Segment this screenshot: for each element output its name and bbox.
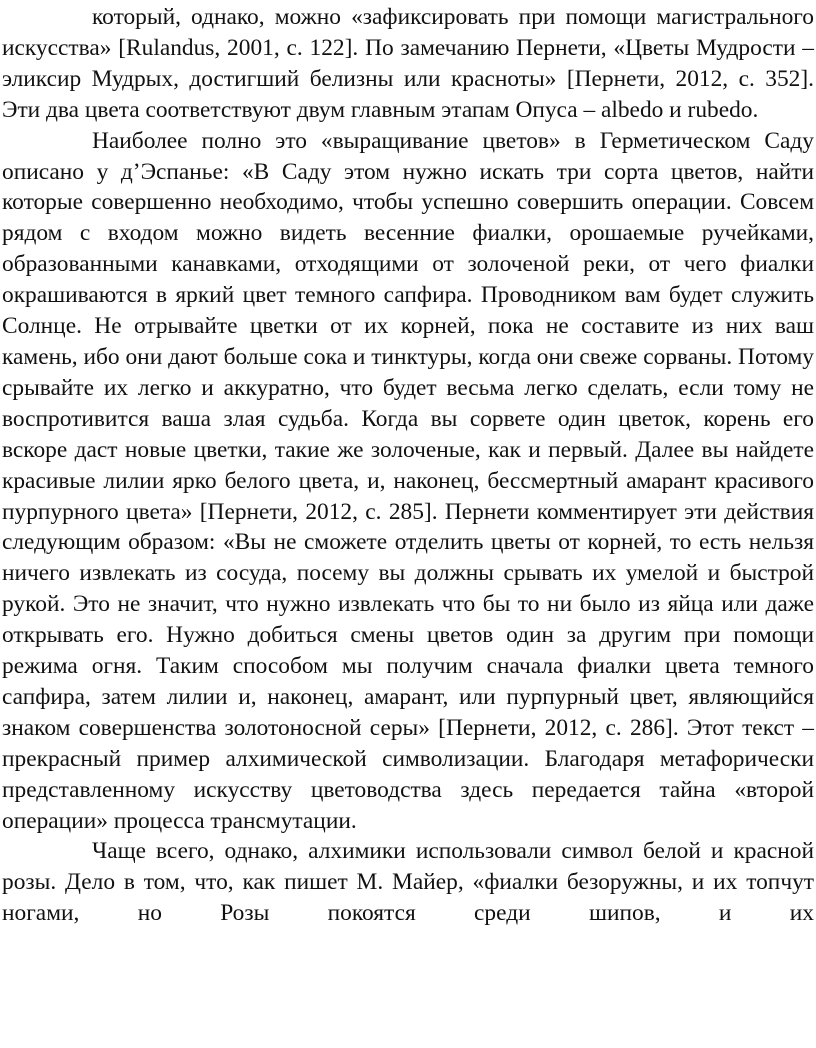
paragraph-3-roses: Чаще всего, однако, алхимики использовали символ белой и красной розы. Дело в том, что, как пишет М. Майер, «фиалки безоружны, и их топчут ногами, но Розы покоятся среди шипов, и их [2,838,814,927]
paragraph-2-hermetic-garden: Наиболее полно это «выращивание цветов» в Герметическом Саду описано у д’Эспанье: «В Саду этом нужно искать три сорта цветов, найти которые совершенно необходимо, чтобы успешно совершить операции. Совсем рядом с входом можно видеть весенние фиалки, орошаемые ручейками, образованными канавками, отходящими от золоченой реки, от чего фиалки окрашиваются в яркий цвет темного сапфира. Проводником вам будет служить Солнце. Не отрывайте цветки от их корней, пока не составите из них ваш камень, ибо они дают больше сока и тинктуры, когда они свеже сорваны. Потому срывайте их легко и аккуратно, что будет весьма легко сделать, если тому не воспротивится ваша злая судьба. Когда вы сорвете один цветок, корень его вскоре даст новые цветки, такие же золоченые, как и первый. Далее вы найдете красивые лилии ярко белого цвета, и, наконец, бессмертный амарант красивого пурпурного цвета» [Пернети, 2012, с. 285]. Пернети комментирует эти действия следующим образом: «Вы не сможете отделить цветы от корней, то есть нельзя ничего извлекать из сосуда, посему вы должны срывать их умелой и быстрой рукой. Это не значит, что нужно извлекать что бы то ни было из яйца или даже открывать его. Нужно добиться смены цветов один за другим при помощи режима огня. Таким способом мы получим сначала фиалки цвета темного сапфира, затем лилии и, наконец, амарант, или пурпурный цвет, являющийся знаком совершенства золотоносной серы» [Пернети, 2012, с. 286]. Этот текст – прекрасный пример алхимической символизации. Благодаря метафорически представленному искусству цветоводства здесь передается тайна «второй операции» процесса трансмутации. [2,127,814,834]
paragraph-1-continuation: который, однако, можно «зафиксировать при помощи магистрального искусства» [Rulandus, 2001, с. 122]. По замечанию Пернети, «Цветы Мудрости – эликсир Мудрых, достигший белизны или красноты» [Пернети, 2012, с. 352]. Эти два цвета соответствуют двум главным этапам Опуса – albedo и rubedo. [2,4,814,123]
